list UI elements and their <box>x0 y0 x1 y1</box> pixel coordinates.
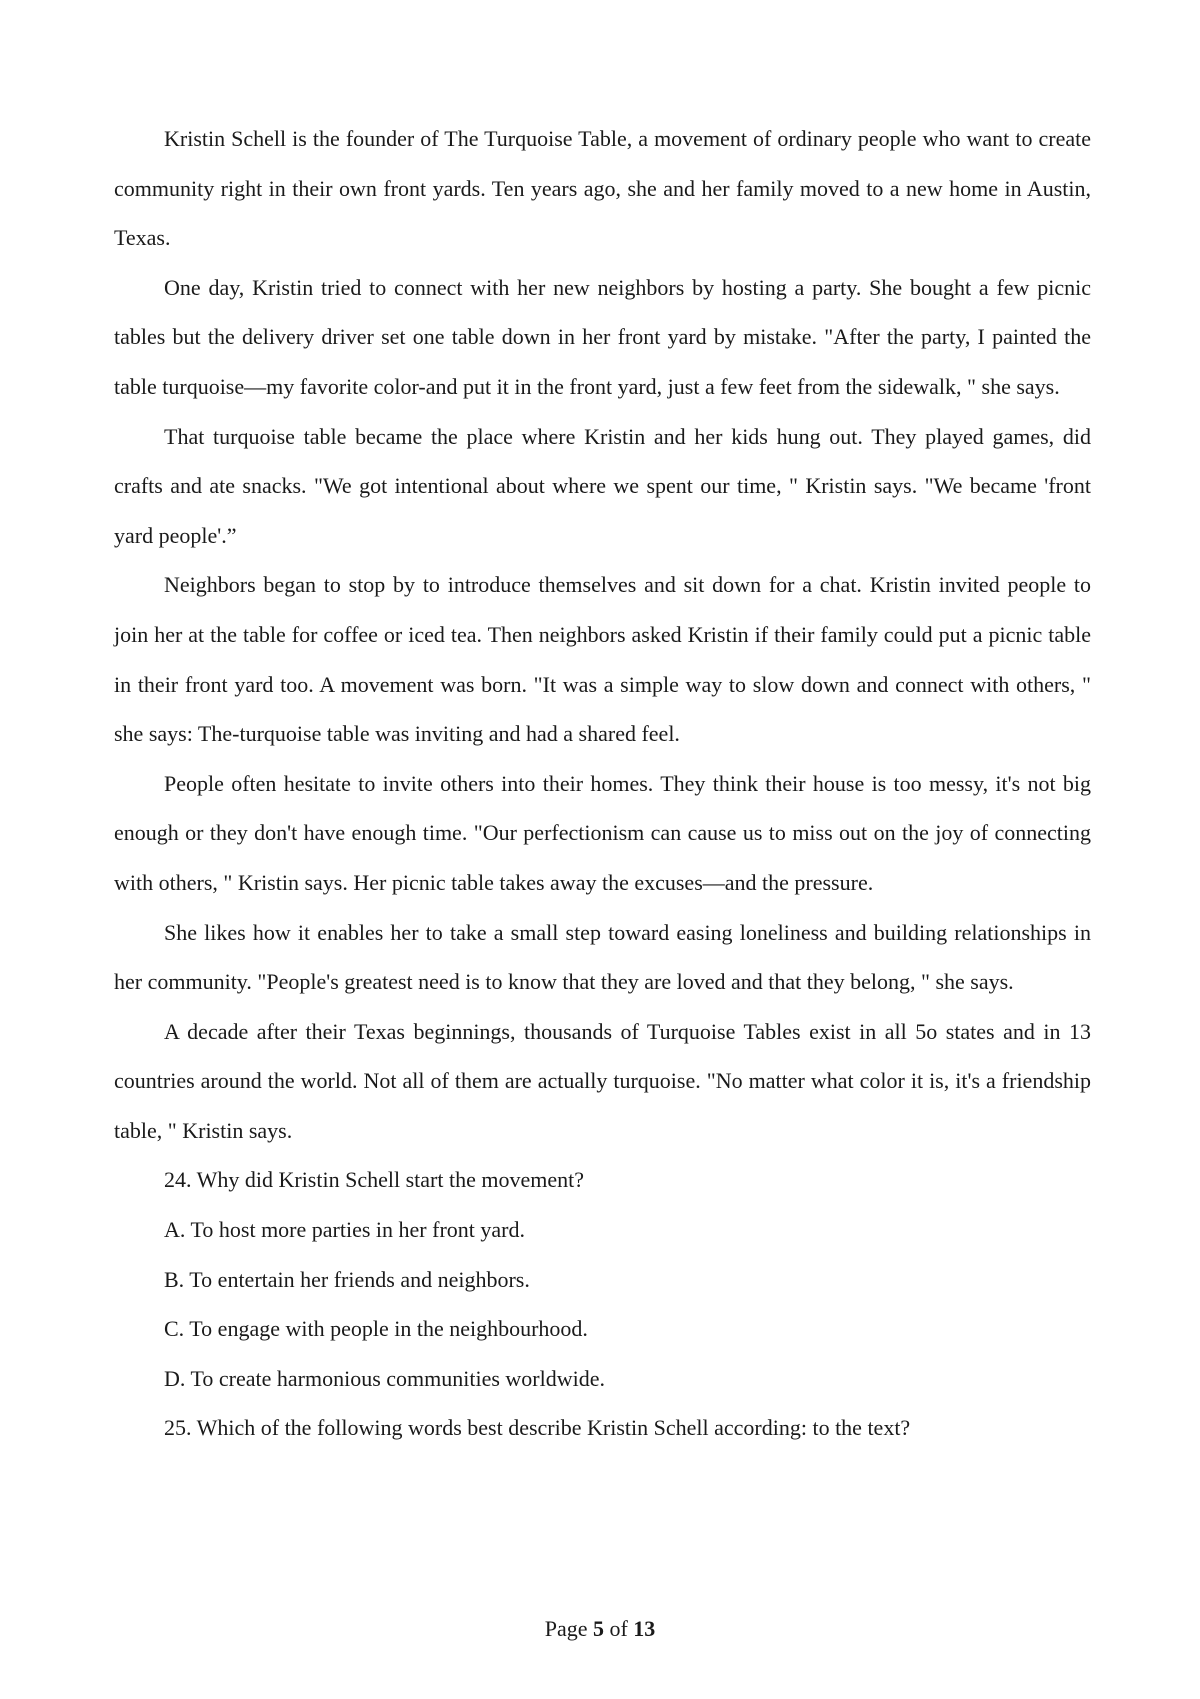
page-content <box>114 114 1091 1453</box>
question-25-stem: 25. Which of the following words best describe Kristin Schell according: to the text? <box>164 1415 911 1441</box>
question-24-option-b: B. To entertain her friends and neighbors. <box>164 1266 530 1292</box>
page-footer <box>0 1614 1200 1644</box>
article-paragraph-4: Neighbors began to stop by to introduce themselves and sit down for a chat. Kristin invited people to join her at the table for coffee or iced tea. Then neighbors asked Kristin if their family could put a picnic table in their front yard too. A movement was born. "It was a simple way to slow down and connect with others, " she says: The-turquoise table was inviting and had a shared feel. <box>114 572 1091 747</box>
footer-middle: of <box>603 1616 634 1641</box>
article-paragraph-1: Kristin Schell is the founder of The Turquoise Table, a movement of ordinary people who want to create community right in their own front yards. Ten years ago, she and her family moved to a new home in Austin, Texas. <box>114 126 1091 251</box>
article-paragraph-3: That turquoise table became the place where Kristin and her kids hung out. They played games, did crafts and ate snacks. "We got intentional about where we spent our time, " Kristin says. "We became 'front yard people'.” <box>114 423 1091 548</box>
article-paragraph-2: One day, Kristin tried to connect with her new neighbors by hosting a party. She bought a few picnic tables but the delivery driver set one table down in her front yard by mistake. "After the party, I painted the table turquoise—my favorite color-and put it in the front yard, just a few feet from the sidewalk, " she says. <box>114 274 1091 399</box>
question-24-option-d: D. To create harmonious communities worldwide. <box>164 1365 606 1391</box>
question-24-stem: 24. Why did Kristin Schell start the movement? <box>164 1167 584 1193</box>
article-paragraph-5: People often hesitate to invite others into their homes. They think their house is too messy, it's not big enough or they don't have enough time. "Our perfectionism can cause us to miss out on the joy of connecting with others, " Kristin says. Her picnic table takes away the excuses—and the pressure. <box>114 770 1091 895</box>
footer-current-page: 5 <box>592 1616 604 1641</box>
article-paragraph-7: A decade after their Texas beginnings, thousands of Turquoise Tables exist in all 5o states and in 13 countries around the world. Not all of them are actually turquoise. "No matter what color it is, it's a friendship table, " Kristin says. <box>114 1018 1091 1143</box>
question-24-option-a: A. To host more parties in her front yard. <box>164 1217 525 1243</box>
article-paragraph-6: She likes how it enables her to take a small step toward easing loneliness and building relationships in her community. "People's greatest need is to know that they are loved and that they belong, " she says. <box>114 919 1091 995</box>
footer-total-pages: 13 <box>633 1616 656 1641</box>
footer-prefix: Page <box>544 1616 593 1641</box>
question-24-option-c: C. To engage with people in the neighbourhood. <box>164 1316 588 1342</box>
